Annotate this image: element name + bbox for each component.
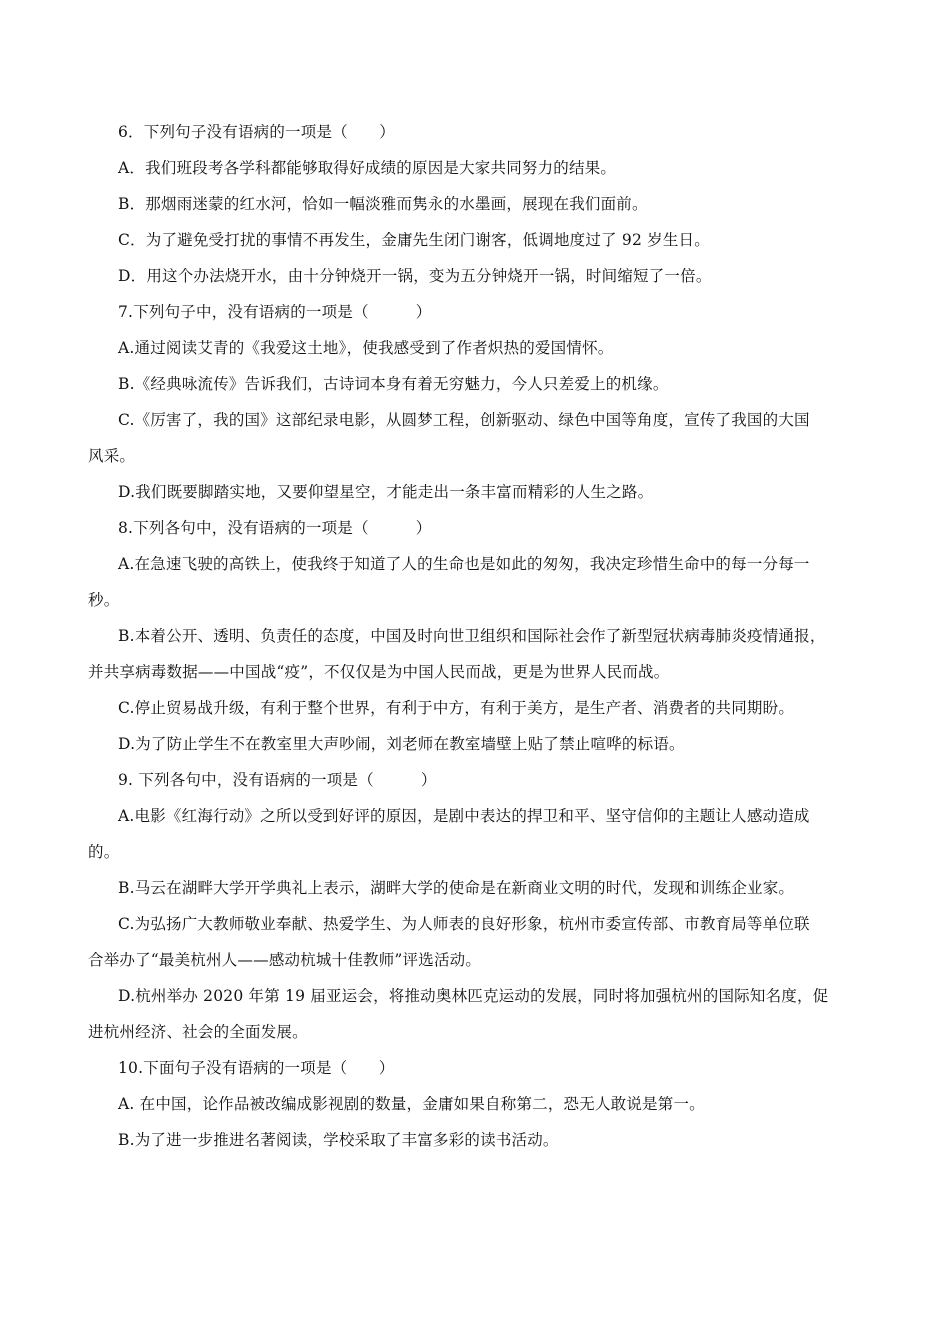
question-stem: 7.下列句子中，没有语病的一项是（ ） bbox=[118, 303, 432, 321]
option-line: A.在急速飞驶的高铁上，使我终于知道了人的生命也是如此的匆匆，我决定珍惜生命中的每一分每一 bbox=[118, 555, 810, 573]
option-line: C.停止贸易战升级，有利于整个世界，有利于中方，有利于美方，是生产者、消费者的共同期盼。 bbox=[118, 699, 795, 717]
option-line-continuation: 进杭州经济、社会的全面发展。 bbox=[88, 1023, 308, 1041]
option-line: B.《经典咏流传》告诉我们，古诗词本身有着无穷魅力，今人只差爱上的机缘。 bbox=[118, 375, 669, 393]
option-line-continuation: 合举办了“最美杭州人——感动杭城十佳教师”评选活动。 bbox=[88, 951, 482, 969]
option-line: C．为了避免受打扰的事情不再发生，金庸先生闭门谢客，低调地度过了 92 岁生日。 bbox=[118, 231, 710, 249]
option-line-continuation: 秒。 bbox=[88, 591, 120, 609]
question-stem: 10.下面句子没有语病的一项是（ ） bbox=[118, 1059, 395, 1077]
option-line: D.杭州举办 2020 年第 19 届亚运会，将推动奥林匹克运动的发展，同时将加强杭州的国际知名度，促 bbox=[118, 987, 829, 1005]
option-line: C.《厉害了，我的国》这部纪录电影，从圆梦工程，创新驱动、绿色中国等角度，宣传了我国的大国 bbox=[118, 411, 810, 429]
option-line-continuation: 风采。 bbox=[88, 447, 136, 465]
question-stem: 6．下列句子没有语病的一项是（ ） bbox=[118, 123, 395, 141]
option-line-continuation: 并共享病毒数据——中国战“疫”，不仅仅是为中国人民而战，更是为世界人民而战。 bbox=[88, 663, 670, 681]
option-line: B.为了进一步推进名著阅读，学校采取了丰富多彩的读书活动。 bbox=[118, 1131, 559, 1149]
option-line: C.为弘扬广大教师敬业奉献、热爱学生、为人师表的良好形象，杭州市委宣传部、市教育局等单位联 bbox=[118, 915, 810, 933]
option-line: A.电影《红海行动》之所以受到好评的原因，是剧中表达的捍卫和平、坚守信仰的主题让人感动造成 bbox=[118, 807, 810, 825]
question-stem: 9. 下列各句中，没有语病的一项是（ ） bbox=[118, 771, 437, 789]
option-line: B.马云在湖畔大学开学典礼上表示，湖畔大学的使命是在新商业文明的时代，发现和训练企业家。 bbox=[118, 879, 795, 897]
option-line: B.本着公开、透明、负责任的态度，中国及时向世卫组织和国际社会作了新型冠状病毒肺炎疫情通报， bbox=[118, 627, 826, 645]
option-line: A.通过阅读艾青的《我爱这土地》，使我感受到了作者炽热的爱国情怀。 bbox=[118, 339, 614, 357]
option-line: D.我们既要脚踏实地，又要仰望星空，才能走出一条丰富而精彩的人生之路。 bbox=[118, 483, 654, 501]
option-line: D.为了防止学生不在教室里大声吵闹，刘老师在教室墙壁上贴了禁止喧哗的标语。 bbox=[118, 735, 685, 753]
option-line: B．那烟雨迷蒙的红水河，恰如一幅淡雅而隽永的水墨画，展现在我们面前。 bbox=[118, 195, 648, 213]
option-line: A. 在中国，论作品被改编成影视剧的数量，金庸如果自称第二，恐无人敢说是第一。 bbox=[118, 1095, 705, 1113]
option-line: D．用这个办法烧开水，由十分钟烧开一锅，变为五分钟烧开一锅，时间缩短了一倍。 bbox=[118, 267, 712, 285]
option-line: A．我们班段考各学科都能够取得好成绩的原因是大家共同努力的结果。 bbox=[118, 159, 617, 177]
document-content bbox=[88, 114, 870, 1158]
option-line-continuation: 的。 bbox=[88, 843, 120, 861]
question-stem: 8.下列各句中，没有语病的一项是（ ） bbox=[118, 519, 432, 537]
